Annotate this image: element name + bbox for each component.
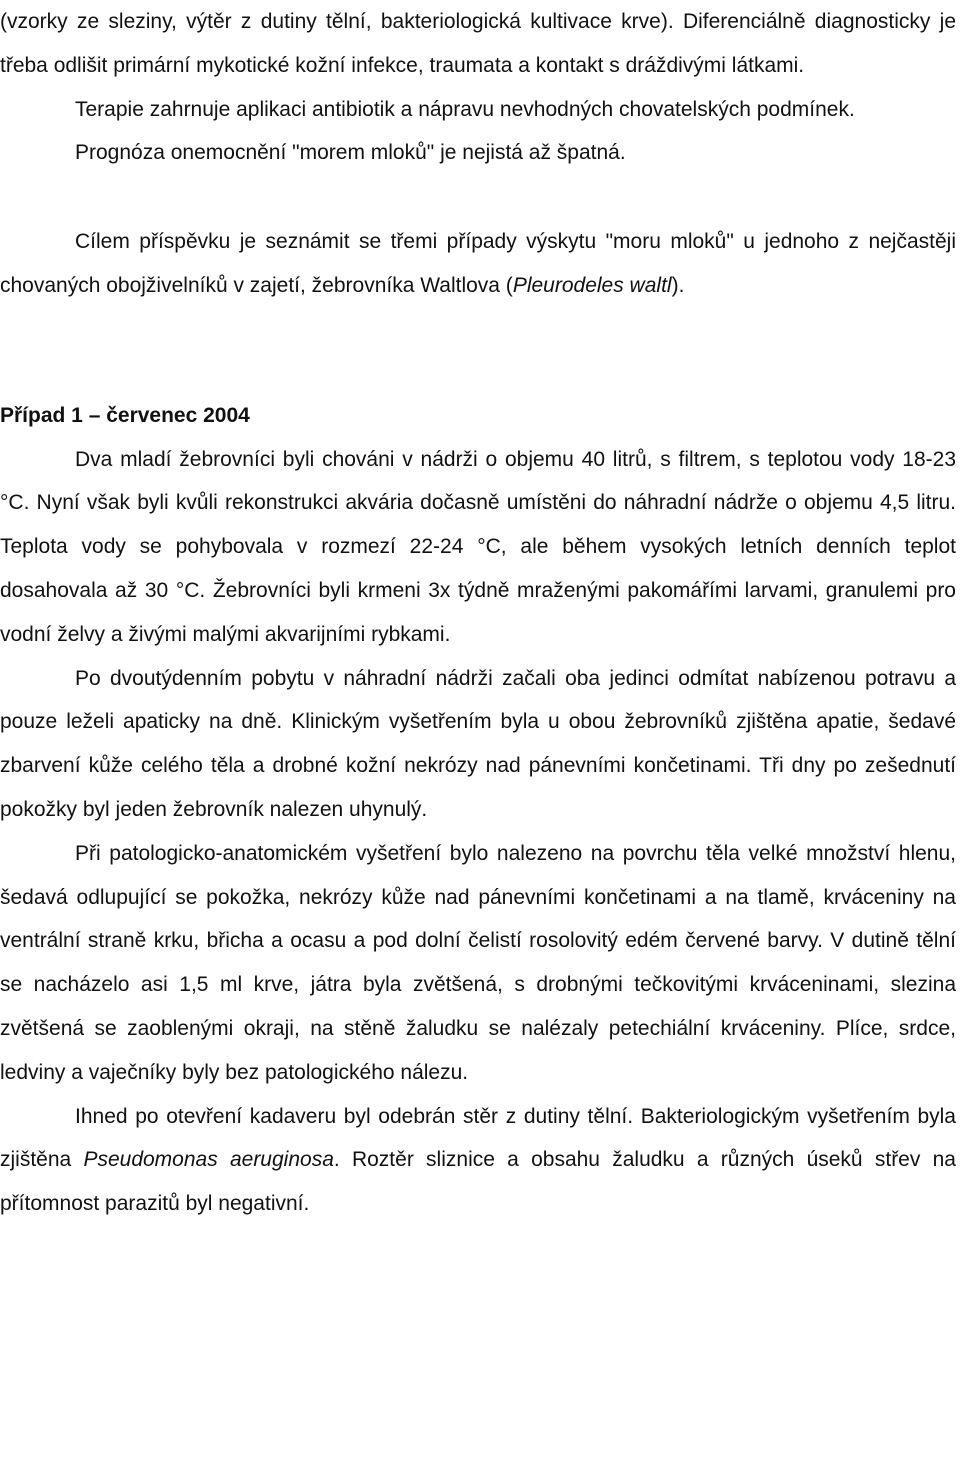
- paragraph-aim-end: ).: [671, 273, 685, 297]
- species-name-pleurodeles: Pleurodeles waltl: [512, 273, 672, 297]
- paragraph-aim: [0, 220, 956, 308]
- paragraph-pathology: Při patologicko-anatomickém vyšetření bylo nalezeno na povrchu těla velké množství hlenu, šedavá odlupující se pokožka, nekrózy kůže nad pánevními končetinami a na tlamě, krváceniny na ventrální straně krku, břicha a ocasu a pod dolní čelistí rosolovitý edém červené barvy. V dutině tělní se nacházelo asi 1,5 ml krve, játra byla zvětšená, s drobnými tečkovitými krváceninami, slezina zvětšená se zaoblenými okraji, na stěně žaludku se nalézaly petechiální krváceniny. Plíce, srdce, ledviny a vaječníky byly bez patologického nálezu.: [0, 841, 956, 1084]
- paragraph-bacteriology-text: Ihned po otevření kadaveru byl odebrán stěr z dutiny tělní. Bakteriologickým vyšetřením byla zjištěna: [0, 1104, 956, 1172]
- paragraph-prognosis: Prognóza onemocnění "morem mloků" je nejistá až špatná.: [75, 141, 626, 165]
- paragraph-diagnostics: (vzorky ze sleziny, výtěr z dutiny tělní, bakteriologická kultivace krve). Diferenciálně diagnosticky je třeba odlišit primární mykotické kožní infekce, traumata a kontakt s dráždivými látkami.: [0, 10, 956, 77]
- paragraph-case-history: Dva mladí žebrovníci byli chováni v nádrži o objemu 40 litrů, s filtrem, s teplotou vody 18-23 °C. Nyní však byli kvůli rekonstrukci akvária dočasně umístěni do náhradní nádrže o objemu 4,5 litru. Teplota vody se pohybovala v rozmezí 22-24 °C, ale během vysokých letních denních teplot dosahovala až 30 °C. Žebrovníci byli krmeni 3x týdně mraženými pakomářími larvami, granulemi pro vodní želvy a živými malými akvarijními rybkami.: [0, 447, 956, 646]
- paragraph-therapy: Terapie zahrnuje aplikaci antibiotik a nápravu nevhodných chovatelských podmínek.: [75, 97, 855, 121]
- species-name-pseudomonas: Pseudomonas aeruginosa: [83, 1148, 334, 1172]
- paragraph-aim-text: Cílem příspěvku je seznámit se třemi případy výskytu "moru mloků" u jednoho z nejčastěji chovaných obojživelníků v zajetí, žebrovníka Waltlova (: [0, 230, 956, 297]
- case-heading: Případ 1 – červenec 2004: [0, 403, 250, 427]
- paragraph-clinical-findings: Po dvoutýdenním pobytu v náhradní nádrži začali oba jedinci odmítat nabízenou potravu a pouze leželi apaticky na dně. Klinickým vyšetřením byla u obou žebrovníků zjištěna apatie, šedavé zbarvení kůže celého těla a drobné kožní nekrózy nad pánevními končetinami. Tři dny po zešednutí pokožky byl jeden žebrovník nalezen uhynulý.: [0, 666, 956, 821]
- paragraph-bacteriology: [0, 1095, 956, 1226]
- paragraph-bacteriology-end: . Roztěr sliznice a obsahu žaludku a různých úseků střev na přítomnost parazitů byl negativní.: [0, 1148, 956, 1216]
